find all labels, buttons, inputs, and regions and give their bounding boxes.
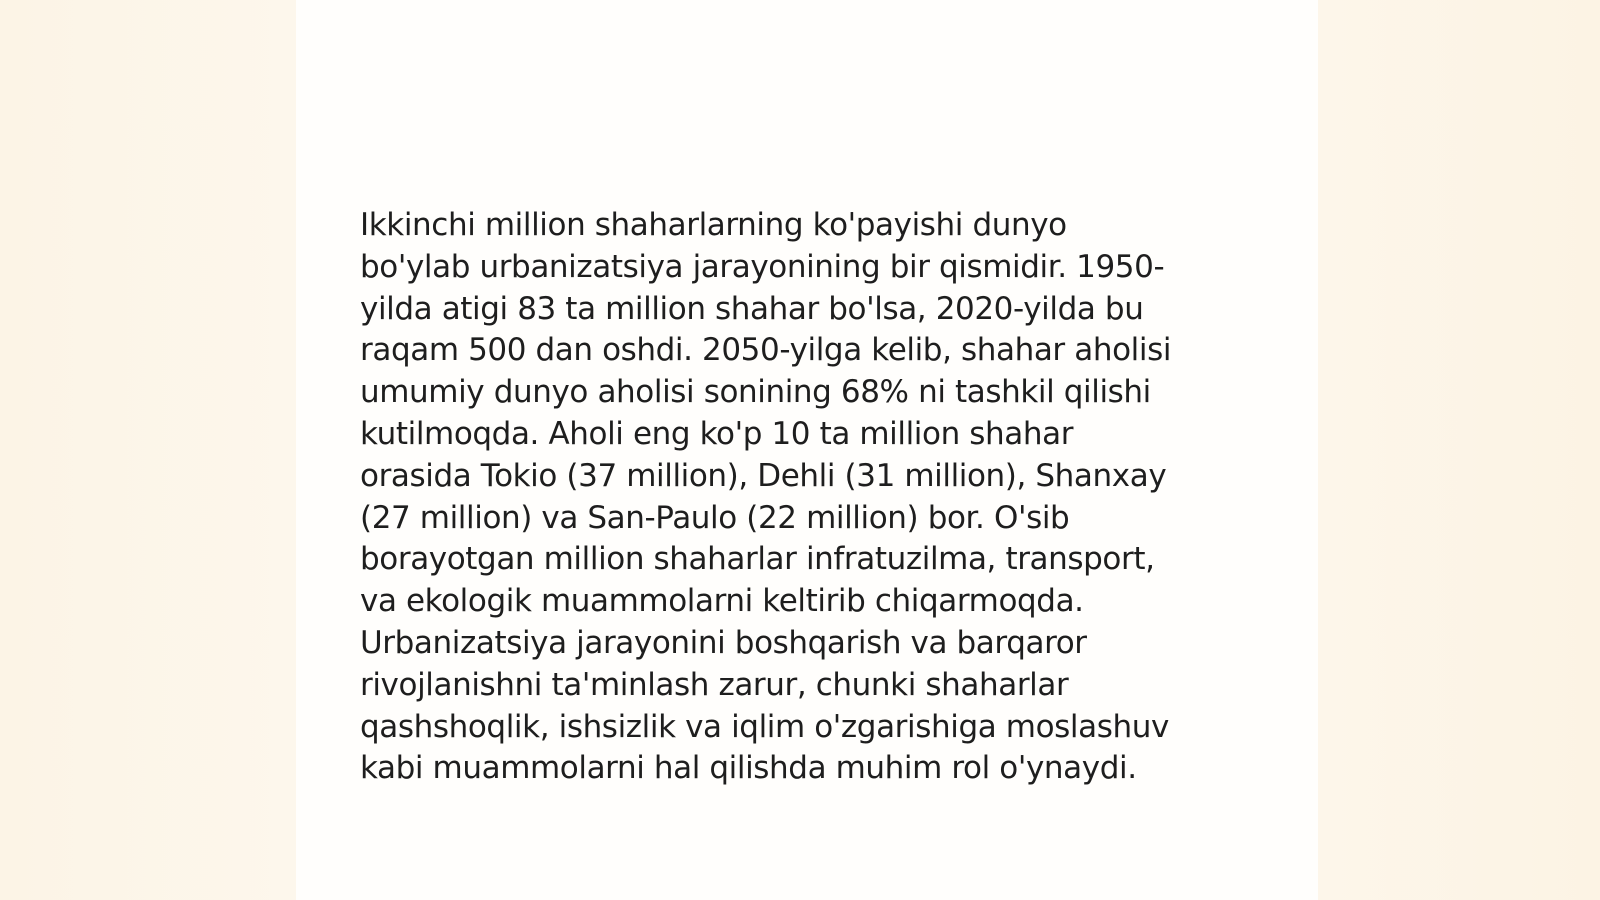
paragraph-line: kabi muammolarni hal qilishda muhim rol o'ynaydi. xyxy=(360,750,1137,787)
paragraph-line: yilda atigi 83 ta million shahar bo'lsa, 2020-yilda bu xyxy=(360,290,1144,327)
paragraph-line: orasida Tokio (37 million), Dehli (31 million), Shanxay xyxy=(360,457,1167,494)
left-margin xyxy=(0,0,296,900)
paragraph-line: qashshoqlik, ishsizlik va iqlim o'zgarishiga moslashuv xyxy=(360,708,1169,745)
paragraph-line: Ikkinchi million shaharlarning ko'payishi dunyo xyxy=(360,207,1067,243)
paragraph-line: va ekologik muammolarni keltirib chiqarmoqda. xyxy=(360,583,1084,620)
document-page xyxy=(296,0,1318,900)
paragraph-line: (27 million) va San-Paulo (22 million) bor. O'sib xyxy=(360,499,1070,536)
paragraph-line: borayotgan million shaharlar infratuzilma, transport, xyxy=(360,541,1155,578)
right-margin xyxy=(1318,0,1600,900)
paragraph-line: umumiy dunyo aholisi sonining 68% ni tashkil qilishi xyxy=(360,374,1151,411)
paragraph-line: rivojlanishni ta'minlash zarur, chunki shaharlar xyxy=(360,666,1069,703)
paragraph-line: kutilmoqda. Aholi eng ko'p 10 ta million shahar xyxy=(360,415,1074,452)
paragraph-line: bo'ylab urbanizatsiya jarayonining bir qismidir. 1950- xyxy=(360,248,1165,285)
body-paragraph xyxy=(360,205,1260,790)
paragraph-line: Urbanizatsiya jarayonini boshqarish va barqaror xyxy=(360,624,1087,661)
paragraph-line: raqam 500 dan oshdi. 2050-yilga kelib, shahar aholisi xyxy=(360,332,1172,369)
